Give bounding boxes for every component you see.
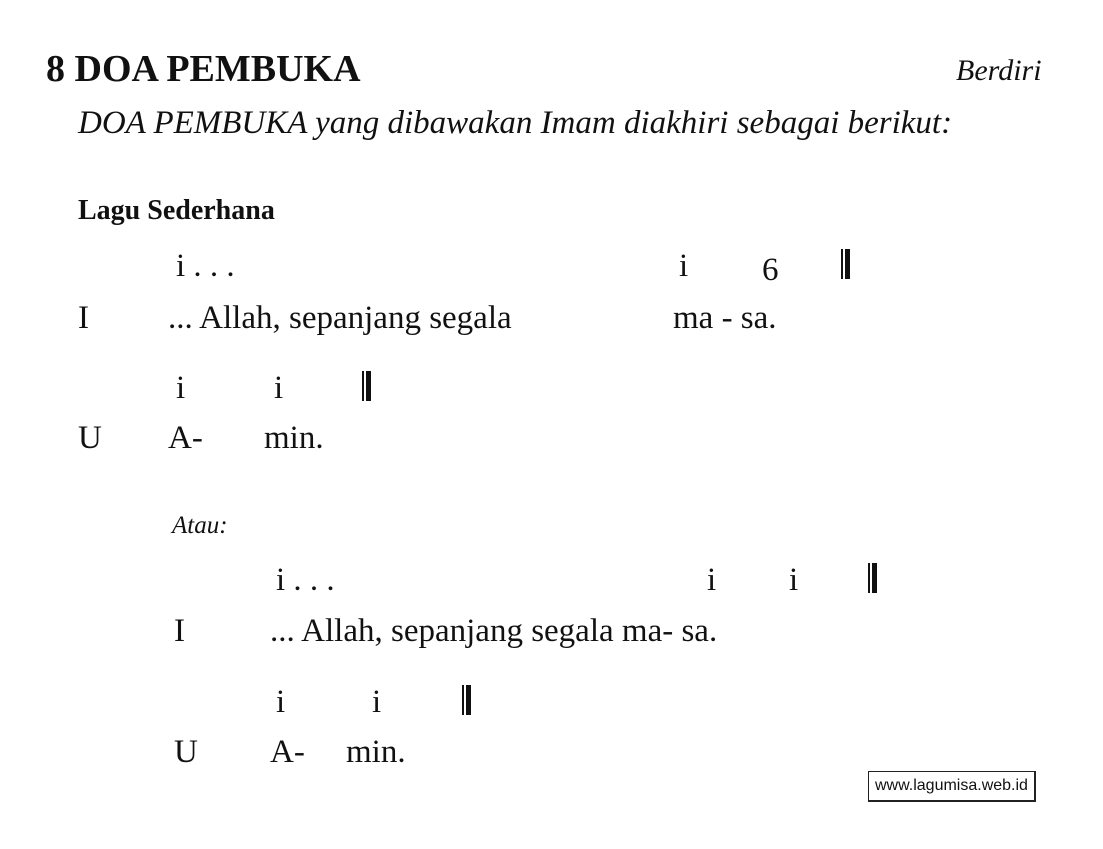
notation-note: i — [789, 562, 799, 598]
intro-text: DOA PEMBUKA yang dibawakan Imam diakhiri sebagai berikut: — [78, 105, 953, 141]
notation-note: 6 — [762, 252, 779, 288]
double-barline — [362, 371, 371, 401]
notation-note: i — [372, 684, 382, 720]
source-watermark: www.lagumisa.web.id — [868, 771, 1036, 802]
section-title: 8 DOA PEMBUKA — [46, 48, 361, 90]
alternative-label: Atau: — [172, 512, 228, 539]
notation-note: i — [274, 370, 284, 406]
notation-note: i . . . — [276, 562, 335, 598]
double-barline — [868, 563, 877, 593]
lyric-syllable: A- — [168, 420, 203, 456]
speaker-label: U — [174, 734, 198, 770]
double-barline — [462, 685, 471, 715]
notation-note: i — [707, 562, 717, 598]
speaker-label: I — [174, 613, 185, 649]
speaker-label: I — [78, 300, 89, 336]
lyric-text: ... Allah, sepanjang segala — [168, 300, 512, 336]
speaker-label: U — [78, 420, 102, 456]
lyric-text: ... Allah, sepanjang segala ma- sa. — [270, 613, 718, 649]
notation-note: i — [176, 370, 186, 406]
lyric-syllable: min. — [264, 420, 324, 456]
notation-note: i . . . — [176, 248, 235, 284]
simple-tune-label: Lagu Sederhana — [78, 195, 275, 226]
notation-note: i — [679, 248, 689, 284]
notation-note: i — [276, 684, 286, 720]
lyric-text: ma - sa. — [673, 300, 777, 336]
lyric-syllable: A- — [270, 734, 305, 770]
lyric-syllable: min. — [346, 734, 406, 770]
posture-label: Berdiri — [956, 54, 1042, 87]
double-barline — [841, 249, 850, 279]
